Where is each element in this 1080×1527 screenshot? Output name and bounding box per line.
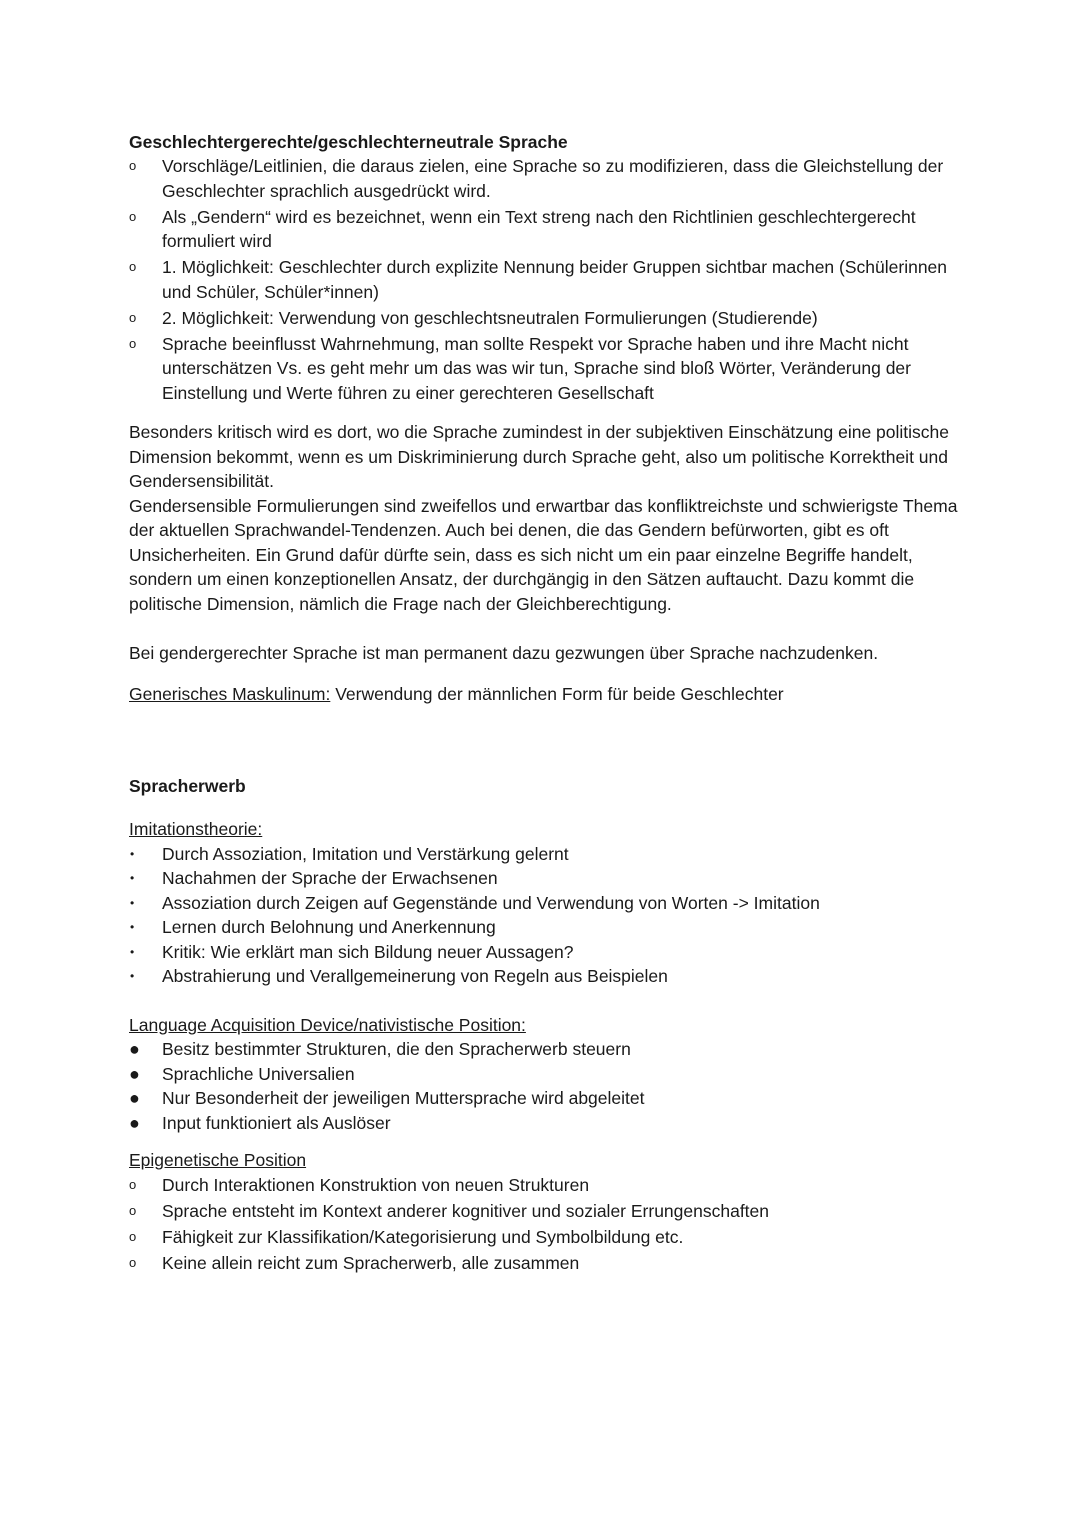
list-item: • Abstrahierung und Verallgemeinerung von Regeln aus Beispielen — [129, 964, 960, 989]
bullet-icon: ● — [129, 1112, 140, 1133]
circle-bullet-icon: o — [129, 335, 137, 351]
bullet-icon: ● — [129, 1039, 140, 1059]
list-item: o Keine allein reicht zum Spracherwerb, alle zusammen — [129, 1251, 960, 1276]
list-item: • Lernen durch Belohnung und Anerkennung — [129, 915, 960, 940]
section-title-gender-language: Geschlechtergerechte/geschlechterneutrale Sprache — [129, 132, 568, 152]
bullet-icon: • — [130, 969, 135, 983]
lad-list — [129, 1037, 960, 1135]
paragraph-gendersensitive: Gendersensible Formulierungen sind zweifellos und erwartbar das konfliktreichste und schwierigste Thema der aktuellen Sprachwandel-Tendenzen. Auch bei denen, die das Gendern befürworten, gibt es oft Unsicherheiten. Ein Grund dafür dürfte sein, dass es sich nicht um ein paar einzelne Begriffe handelt, sondern um einen konzeptionellen Ansatz, der durchgängig in den Sätzen auftaucht. Dazu kommt die politische Dimension, nämlich die Frage nach der Gleichberechtigung. — [129, 495, 958, 614]
circle-bullet-icon: o — [129, 208, 137, 224]
list-item: • Durch Assoziation, Imitation und Verstärkung gelernt — [129, 842, 960, 867]
paragraph-permanent: Bei gendergerechter Sprache ist man permanent dazu gezwungen über Sprache nachzudenken. — [129, 643, 879, 663]
definition-text: Verwendung der männlichen Form für beide Geschlechter — [330, 683, 784, 704]
circle-bullet-icon: o — [129, 309, 137, 325]
bullet-icon: • — [130, 944, 135, 959]
definition-term: Generisches Maskulinum: — [129, 683, 331, 704]
circle-bullet-icon: o — [129, 1176, 137, 1192]
circle-bullet-icon: o — [129, 1202, 137, 1218]
bullet-icon: ● — [129, 1088, 140, 1108]
list-item: • Nachahmen der Sprache der Erwachsenen — [129, 866, 960, 891]
list-item: o 2. Möglichkeit: Verwendung von geschlechtsneutralen Formulierungen (Studierende) — [129, 306, 960, 331]
list-item: o Als „Gendern“ wird es bezeichnet, wenn ein Text streng nach den Richtlinien geschlechtergerecht formuliert wird — [129, 206, 916, 251]
circle-bullet-icon: o — [129, 1228, 137, 1244]
definition-generic-masculine — [129, 682, 960, 707]
imitation-list — [129, 842, 960, 989]
bullet-icon: • — [130, 895, 135, 910]
circle-bullet-icon: o — [129, 158, 137, 173]
list-item: ● Nur Besonderheit der jeweiligen Muttersprache wird abgeleitet — [129, 1086, 960, 1111]
list-item: o Durch Interaktionen Konstruktion von neuen Strukturen — [129, 1173, 960, 1198]
list-item: ● Besitz bestimmter Strukturen, die den Spracherwerb steuern — [129, 1037, 960, 1062]
subheading-lad: Language Acquisition Device/nativistische Position: — [129, 1014, 526, 1035]
list-item: o Sprache beeinflusst Wahrnehmung, man sollte Respekt vor Sprache haben und ihre Macht nicht unterschätzen Vs. es geht mehr um das was wir tun, Sprache sind bloß Wörter, Veränderung der Einstellung und Werte führen zu einer gerechteren Gesellschaft — [129, 333, 911, 403]
list-item: • Kritik: Wie erklärt man sich Bildung neuer Aussagen? — [129, 940, 960, 965]
list-item: o Sprache entsteht im Kontext anderer kognitiver und sozialer Errungenschaften — [129, 1199, 960, 1224]
gender-language-list — [129, 154, 960, 405]
bullet-icon: • — [130, 920, 135, 934]
epigenetic-list — [129, 1173, 960, 1276]
list-item: ● Sprachliche Universalien — [129, 1062, 960, 1087]
list-item: ● Input funktioniert als Auslöser — [129, 1111, 960, 1136]
subheading-imitation: Imitationstheorie: — [129, 819, 263, 839]
circle-bullet-icon: o — [129, 259, 137, 274]
subheading-epigenetic: Epigenetische Position — [129, 1150, 307, 1170]
list-item: o 1. Möglichkeit: Geschlechter durch explizite Nennung beider Gruppen sichtbar machen (Schülerinnen und Schüler, Schüler*innen) — [129, 257, 948, 302]
list-item: • Assoziation durch Zeigen auf Gegenstände und Verwendung von Worten -> Imitation — [129, 891, 960, 916]
list-item: o Fähigkeit zur Klassifikation/Kategorisierung und Symbolbildung etc. — [129, 1225, 960, 1250]
section-title-language-acquisition: Spracherwerb — [129, 776, 246, 796]
circle-bullet-icon: o — [129, 1254, 137, 1270]
list-item: o Vorschläge/Leitlinien, die daraus zielen, eine Sprache so zu modifizieren, dass die Gleichstellung der Geschlechter sprachlich ausgedrückt wird. — [129, 156, 944, 201]
paragraph-critical: Besonders kritisch wird es dort, wo die Sprache zumindest in der subjektiven Einschätzung eine politische Dimension bekommt, wenn es um Diskriminierung durch Sprache geht, also um politische Korrektheit und Gendersensibilität. — [129, 422, 950, 491]
bullet-icon: • — [130, 846, 135, 861]
bullet-icon: ● — [129, 1063, 140, 1084]
bullet-icon: • — [130, 871, 135, 885]
